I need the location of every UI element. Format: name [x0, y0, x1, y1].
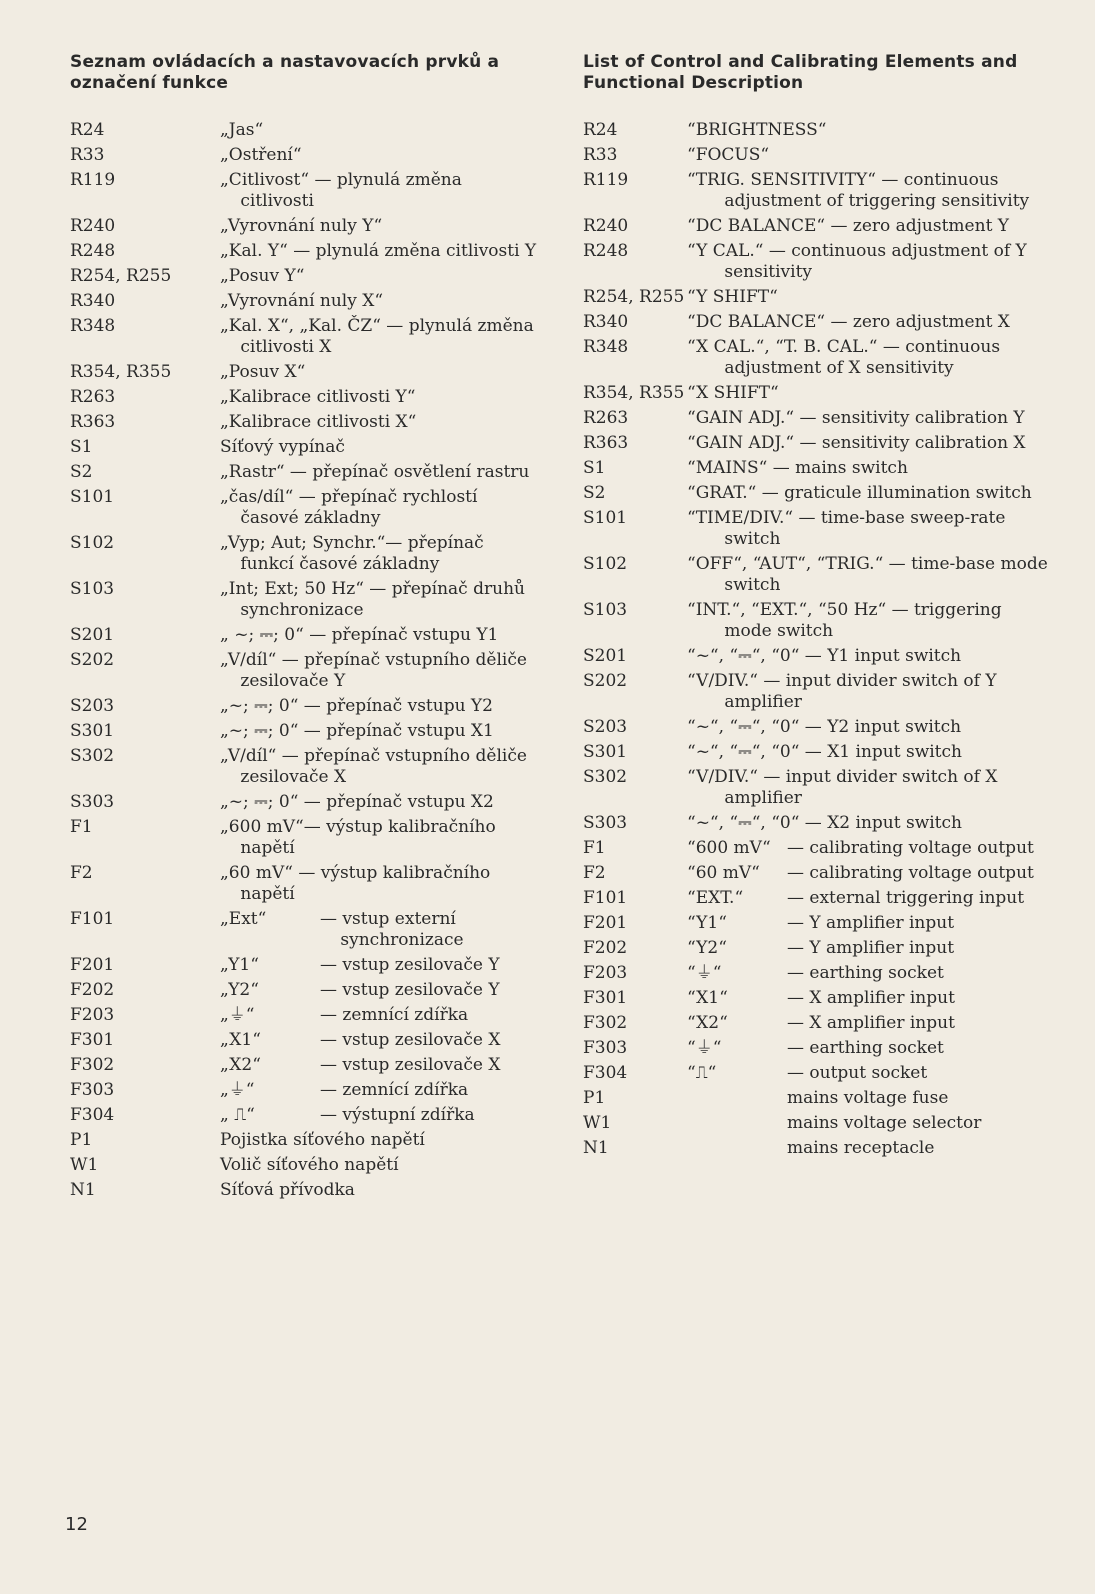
element-code: S103 [70, 579, 115, 599]
element-code: F202 [583, 938, 628, 958]
element-code: R340 [583, 312, 629, 332]
english-list-item [583, 838, 1053, 859]
element-code: F2 [583, 863, 606, 883]
element-label: „Ext“ [220, 909, 267, 929]
element-description: “V/DIV.“ — input divider switch of Y amplifier [687, 671, 997, 712]
element-code: S301 [583, 742, 628, 762]
czech-list-item [70, 462, 540, 483]
element-label [687, 1113, 787, 1134]
element-code: F303 [70, 1080, 115, 1100]
element-code: S2 [583, 483, 606, 503]
element-code: S203 [70, 696, 115, 716]
element-code: S302 [70, 746, 115, 766]
element-label: “60 mV“ [687, 863, 760, 883]
element-code: R24 [583, 120, 618, 140]
element-description: “X CAL.“, “T. B. CAL.“ — continuous adjustment of X sensitivity [687, 337, 1001, 378]
element-code: W1 [583, 1113, 612, 1133]
element-description: “~“, “⎓“, “0“ — X2 input switch [687, 813, 962, 833]
english-list-item [583, 433, 1053, 454]
element-code: R348 [70, 316, 116, 336]
element-label: „Y2“ [220, 980, 259, 1000]
english-list-item [583, 767, 1053, 809]
element-code: F101 [70, 909, 115, 929]
element-description [687, 863, 1053, 884]
element-code: S1 [70, 437, 93, 457]
element-code: R119 [70, 170, 116, 190]
element-function: mains voltage fuse [787, 1088, 949, 1108]
element-description: „Kal. X“, „Kal. ČZ“ — plynulá změna citlivosti X [220, 316, 534, 357]
czech-list-item [70, 696, 540, 717]
english-list-item [583, 938, 1053, 959]
element-function: — vstup zesilovače X [320, 1030, 501, 1050]
page-number: 12 [65, 1514, 88, 1535]
czech-list-item [70, 817, 540, 859]
element-description [687, 1063, 1053, 1084]
element-code: S102 [583, 554, 628, 574]
czech-list-item [70, 1155, 540, 1176]
element-code: F304 [70, 1105, 115, 1125]
czech-column [70, 52, 540, 1205]
english-list-item [583, 312, 1053, 333]
english-list-item [583, 1113, 1053, 1134]
element-description: „Vyp; Aut; Synchr.“— přepínač funkcí časové základny [220, 533, 484, 574]
element-code: R354, R355 [583, 383, 685, 403]
czech-heading: Seznam ovládacích a nastavovacích prvků a označení funkce [70, 52, 500, 93]
element-code: R24 [70, 120, 105, 140]
element-code: S2 [70, 462, 93, 482]
element-label: „ ⎍“ [220, 1105, 255, 1125]
czech-list-item [70, 316, 540, 358]
element-function: — vstup zesilovače Y [320, 955, 500, 975]
element-code: R340 [70, 291, 116, 311]
czech-list-item [70, 1030, 540, 1051]
element-description [687, 1113, 1053, 1134]
element-description: “~“, “⎓“, “0“ — Y1 input switch [687, 646, 962, 666]
english-heading: List of Control and Calibrating Elements and Functional Description [583, 52, 1018, 93]
english-list-item [583, 1013, 1053, 1034]
element-description: “GAIN ADJ.“ — sensitivity calibration X [687, 433, 1026, 453]
element-function: — output socket [787, 1063, 928, 1083]
element-function: — vstup externí synchronizace [320, 909, 464, 950]
element-code: P1 [583, 1088, 606, 1108]
english-list-item [583, 458, 1053, 479]
english-list-item [583, 913, 1053, 934]
element-description: Volič síťového napětí [220, 1155, 399, 1175]
element-code: F101 [583, 888, 628, 908]
english-list-item [583, 742, 1053, 763]
element-code: S201 [70, 625, 115, 645]
element-description [687, 938, 1053, 959]
czech-list-item [70, 291, 540, 312]
english-list-item [583, 600, 1053, 642]
element-description: “Y SHIFT“ [687, 287, 778, 307]
element-description [220, 1105, 540, 1126]
element-code: F2 [70, 863, 93, 883]
element-description [687, 988, 1053, 1009]
element-function: — earthing socket [787, 963, 944, 983]
element-code: S203 [583, 717, 628, 737]
element-code: R240 [70, 216, 116, 236]
element-function: — zemnící zdířka [320, 1005, 469, 1025]
czech-list-item [70, 625, 540, 646]
element-function: — vstup zesilovače X [320, 1055, 501, 1075]
element-label: “EXT.“ [687, 888, 744, 908]
english-list-item [583, 508, 1053, 550]
element-label: „⏚“ [220, 1005, 255, 1025]
element-code: R263 [583, 408, 629, 428]
czech-list-item [70, 120, 540, 141]
czech-list-item [70, 387, 540, 408]
element-description [220, 1030, 540, 1051]
element-code: S1 [583, 458, 606, 478]
element-description: “~“, “⎓“, “0“ — X1 input switch [687, 742, 962, 762]
english-list-item [583, 383, 1053, 404]
czech-list-item [70, 1005, 540, 1026]
element-label: „X1“ [220, 1030, 261, 1050]
element-function: — Y amplifier input [787, 938, 955, 958]
english-list-item [583, 646, 1053, 667]
english-list-item [583, 145, 1053, 166]
czech-list-item [70, 909, 540, 951]
element-label: “Y2“ [687, 938, 727, 958]
czech-list-item [70, 980, 540, 1001]
czech-list-item [70, 170, 540, 212]
element-description: Pojistka síťového napětí [220, 1130, 425, 1150]
element-code: R263 [70, 387, 116, 407]
element-description: “TIME/DIV.“ — time-base sweep-rate switch [687, 508, 1006, 549]
element-description [220, 1055, 540, 1076]
element-code: R348 [583, 337, 629, 357]
element-code: R240 [583, 216, 629, 236]
element-code: R363 [583, 433, 629, 453]
element-label: “⏚“ [687, 1038, 722, 1058]
element-label: „X2“ [220, 1055, 261, 1075]
english-list-item [583, 554, 1053, 596]
element-code: F302 [70, 1055, 115, 1075]
element-label [687, 1138, 787, 1159]
element-description [687, 1013, 1053, 1034]
element-description: „ ~; ⎓; 0“ — přepínač vstupu Y1 [220, 625, 499, 645]
element-function: — X amplifier input [787, 988, 955, 1008]
element-code: F201 [583, 913, 628, 933]
english-list-item [583, 1138, 1053, 1159]
element-code: F203 [70, 1005, 115, 1025]
page-edge [1095, 0, 1111, 1594]
element-function: mains receptacle [787, 1138, 935, 1158]
element-description: „Rastr“ — přepínač osvětlení rastru [220, 462, 530, 482]
element-description [687, 838, 1053, 859]
element-label: “⏚“ [687, 963, 722, 983]
element-function: mains voltage selector [787, 1113, 982, 1133]
element-label: “Y1“ [687, 913, 727, 933]
element-description: „V/díl“ — přepínač vstupního děliče zesilovače Y [220, 650, 527, 691]
czech-list-item [70, 1080, 540, 1101]
czech-list [70, 120, 540, 1201]
element-code: S101 [70, 487, 115, 507]
element-description: “GAIN ADJ.“ — sensitivity calibration Y [687, 408, 1025, 428]
english-list-item [583, 963, 1053, 984]
element-description: „Jas“ [220, 120, 264, 140]
english-list-item [583, 863, 1053, 884]
element-code: F202 [70, 980, 115, 1000]
element-label: “X2“ [687, 1013, 728, 1033]
czech-list-item [70, 1130, 540, 1151]
element-description: „Citlivost“ — plynulá změna citlivosti [220, 170, 462, 211]
element-description: „V/díl“ — přepínač vstupního děliče zesilovače X [220, 746, 527, 787]
element-description: “DC BALANCE“ — zero adjustment Y [687, 216, 1010, 236]
czech-list-item [70, 579, 540, 621]
element-code: R354, R355 [70, 362, 172, 382]
element-description: “V/DIV.“ — input divider switch of X amplifier [687, 767, 998, 808]
english-column [583, 52, 1053, 1163]
element-description: „Posuv X“ [220, 362, 306, 382]
english-list-item [583, 813, 1053, 834]
element-label [687, 1088, 787, 1109]
element-function: — X amplifier input [787, 1013, 955, 1033]
element-code: S202 [583, 671, 628, 691]
element-code: S302 [583, 767, 628, 787]
element-description [687, 888, 1053, 909]
element-description: „Posuv Y“ [220, 266, 305, 286]
element-description [687, 1138, 1053, 1159]
element-code: N1 [70, 1180, 96, 1200]
element-label: „Y1“ [220, 955, 259, 975]
element-description: “DC BALANCE“ — zero adjustment X [687, 312, 1010, 332]
element-code: S102 [70, 533, 115, 553]
element-description: Síťový vypínač [220, 437, 345, 457]
element-description: „Vyrovnání nuly Y“ [220, 216, 383, 236]
element-description: „čas/díl“ — přepínač rychlostí časové základny [220, 487, 478, 528]
element-description: “TRIG. SENSITIVITY“ — continuous adjustment of triggering sensitivity [687, 170, 1030, 211]
element-function: — calibrating voltage output [787, 838, 1034, 858]
element-code: R33 [70, 145, 105, 165]
element-code: F1 [70, 817, 93, 837]
element-description: „Int; Ext; 50 Hz“ — přepínač druhů synchronizace [220, 579, 525, 620]
element-code: N1 [583, 1138, 609, 1158]
element-code: W1 [70, 1155, 99, 1175]
element-code: F301 [583, 988, 628, 1008]
element-code: R119 [583, 170, 629, 190]
element-description: „60 mV“ — výstup kalibračního napětí [220, 863, 491, 904]
element-description: “~“, “⎓“, “0“ — Y2 input switch [687, 717, 962, 737]
element-code: S303 [583, 813, 628, 833]
element-description [687, 1038, 1053, 1059]
english-list-item [583, 337, 1053, 379]
element-code: R254, R255 [70, 266, 172, 286]
element-description: “Y CAL.“ — continuous adjustment of Y sensitivity [687, 241, 1027, 282]
czech-list-item [70, 955, 540, 976]
element-description: „Kalibrace citlivosti Y“ [220, 387, 416, 407]
english-list-item [583, 408, 1053, 429]
english-list-item [583, 170, 1053, 212]
element-code: F302 [583, 1013, 628, 1033]
english-list-item [583, 120, 1053, 141]
english-list-item [583, 988, 1053, 1009]
element-code: S301 [70, 721, 115, 741]
czech-list-item [70, 650, 540, 692]
english-list-item [583, 483, 1053, 504]
element-description: „Kal. Y“ — plynulá změna citlivosti Y [220, 241, 537, 261]
czech-list-item [70, 362, 540, 383]
english-list [583, 120, 1053, 1159]
czech-list-item [70, 145, 540, 166]
element-code: R254, R255 [583, 287, 685, 307]
english-list-item [583, 1038, 1053, 1059]
element-code: F1 [583, 838, 606, 858]
english-list-item [583, 717, 1053, 738]
element-code: F203 [583, 963, 628, 983]
element-description: „Kalibrace citlivosti X“ [220, 412, 417, 432]
element-description: Síťová přívodka [220, 1180, 355, 1200]
element-description: “X SHIFT“ [687, 383, 779, 403]
element-function: — earthing socket [787, 1038, 944, 1058]
czech-list-item [70, 533, 540, 575]
czech-list-item [70, 746, 540, 788]
element-code: S303 [70, 792, 115, 812]
element-description: “OFF“, “AUT“, “TRIG.“ — time-base mode switch [687, 554, 1048, 595]
english-list-item [583, 241, 1053, 283]
czech-list-item [70, 412, 540, 433]
element-function: — vstup zesilovače Y [320, 980, 500, 1000]
element-function: — calibrating voltage output [787, 863, 1034, 883]
element-description [220, 1080, 540, 1101]
element-code: R248 [583, 241, 629, 261]
element-function: — výstupní zdířka [320, 1105, 475, 1125]
element-code: S101 [583, 508, 628, 528]
element-description: “MAINS“ — mains switch [687, 458, 908, 478]
element-description: „Vyrovnání nuly X“ [220, 291, 384, 311]
element-function: — external triggering input [787, 888, 1025, 908]
element-description: „~; ⎓; 0“ — přepínač vstupu X2 [220, 792, 494, 812]
czech-list-item [70, 1105, 540, 1126]
element-code: F303 [583, 1038, 628, 1058]
element-code: F304 [583, 1063, 628, 1083]
czech-list-item [70, 266, 540, 287]
element-function: — Y amplifier input [787, 913, 955, 933]
english-list-item [583, 888, 1053, 909]
element-description: “FOCUS“ [687, 145, 770, 165]
element-description [220, 909, 540, 951]
element-description [220, 955, 540, 976]
czech-list-item [70, 216, 540, 237]
element-description: “BRIGHTNESS“ [687, 120, 827, 140]
english-list-item [583, 671, 1053, 713]
element-label: „⏚“ [220, 1080, 255, 1100]
english-list-item [583, 287, 1053, 308]
element-description: „600 mV“— výstup kalibračního napětí [220, 817, 496, 858]
czech-list-item [70, 437, 540, 458]
element-code: S201 [583, 646, 628, 666]
element-label: “600 mV“ [687, 838, 771, 858]
element-description [687, 963, 1053, 984]
element-code: F301 [70, 1030, 115, 1050]
czech-list-item [70, 487, 540, 529]
element-description [687, 1088, 1053, 1109]
element-description [687, 913, 1053, 934]
english-list-item [583, 1063, 1053, 1084]
element-code: S202 [70, 650, 115, 670]
english-list-item [583, 1088, 1053, 1109]
czech-list-item [70, 1180, 540, 1201]
element-function: — zemnící zdířka [320, 1080, 469, 1100]
element-code: S103 [583, 600, 628, 620]
element-label: “⎍“ [687, 1063, 717, 1083]
element-code: R363 [70, 412, 116, 432]
czech-list-item [70, 1055, 540, 1076]
element-code: P1 [70, 1130, 93, 1150]
english-list-item [583, 216, 1053, 237]
czech-list-item [70, 792, 540, 813]
element-description: „Ostření“ [220, 145, 302, 165]
czech-list-item [70, 721, 540, 742]
czech-list-item [70, 863, 540, 905]
element-description: „~; ⎓; 0“ — přepínač vstupu Y2 [220, 696, 493, 716]
element-code: R248 [70, 241, 116, 261]
element-description: “GRAT.“ — graticule illumination switch [687, 483, 1032, 503]
element-code: F201 [70, 955, 115, 975]
element-description [220, 980, 540, 1001]
element-description: “INT.“, “EXT.“, “50 Hz“ — triggering mode switch [687, 600, 1002, 641]
element-code: R33 [583, 145, 618, 165]
element-description: „~; ⎓; 0“ — přepínač vstupu X1 [220, 721, 494, 741]
czech-list-item [70, 241, 540, 262]
element-label: “X1“ [687, 988, 728, 1008]
element-description [220, 1005, 540, 1026]
